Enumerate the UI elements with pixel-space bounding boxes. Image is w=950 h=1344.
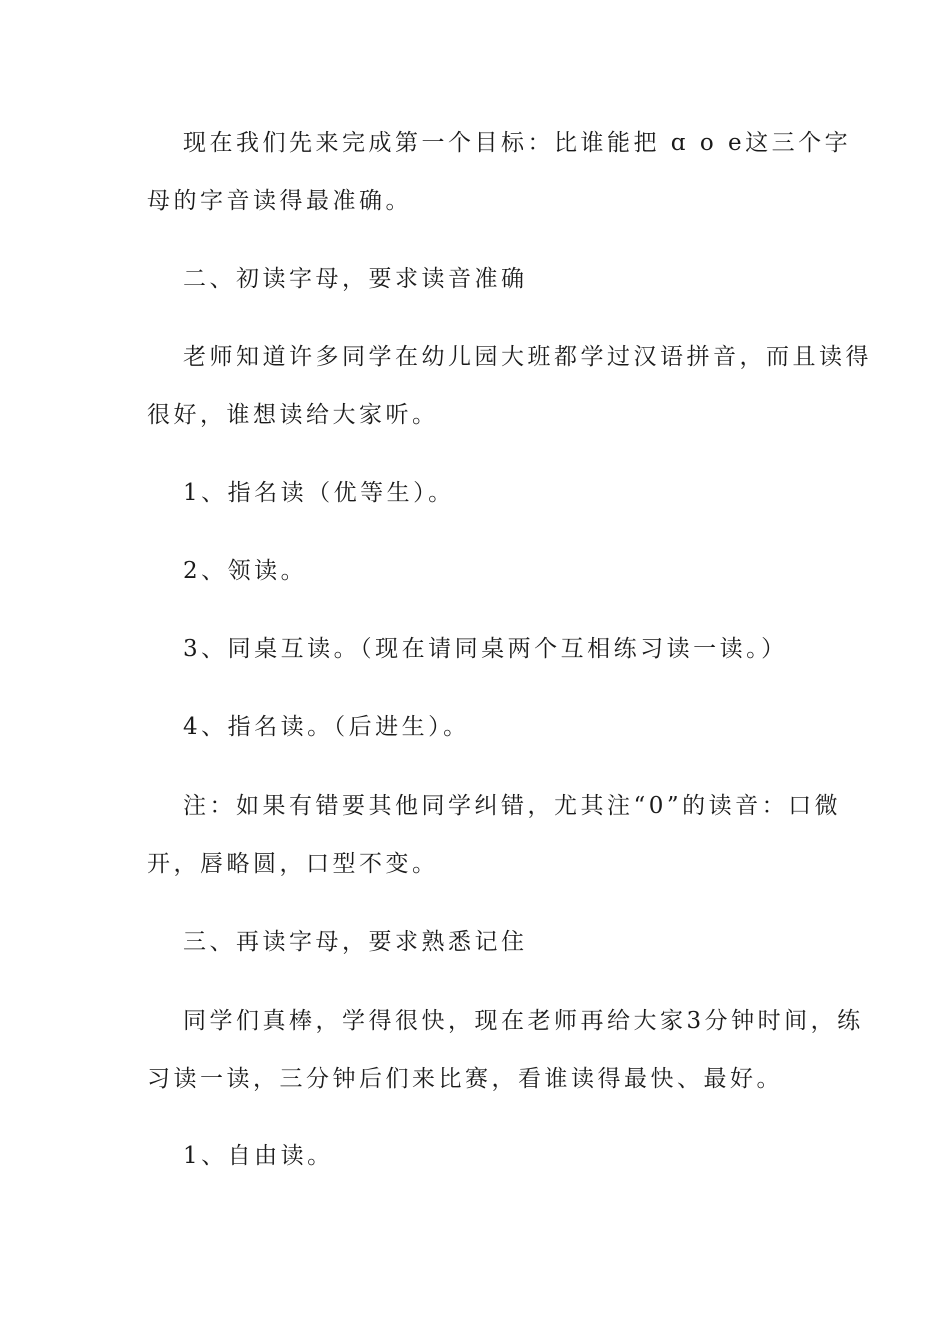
list-item-2-lead-reading: 2、领读。 (183, 558, 308, 584)
paragraph-first-goal-line-1: 现在我们先来完成第一个目标：比谁能把 ɑ o e这三个字 (183, 130, 852, 156)
paragraph-students-great-line-2: 习读一读，三分钟后们来比赛，看谁读得最快、最好。 (147, 1066, 783, 1092)
note-paragraph-line-2: 开，唇略圆，口型不变。 (147, 851, 439, 877)
note-paragraph-line-1: 注：如果有错要其他同学纠错，尤其注“0”的读音：口微 (183, 793, 842, 819)
list-item-1-free-reading: 1、自由读。 (183, 1143, 334, 1169)
paragraph-teacher-knows-line-2: 很好，谁想读给大家听。 (147, 402, 439, 428)
list-item-4-named-reading: 4、指名读。（后进生）。 (183, 714, 470, 740)
paragraph-first-goal-line-2: 母的字音读得最准确。 (147, 188, 412, 214)
paragraph-teacher-knows-line-1: 老师知道许多同学在幼儿园大班都学过汉语拼音，而且读得 (183, 344, 872, 370)
list-item-3-desk-mate-reading: 3、同桌互读。（现在请同桌两个互相练习读一读。） (183, 636, 788, 662)
list-item-1-named-reading: 1、指名读（优等生）。 (183, 480, 455, 506)
paragraph-students-great-line-1: 同学们真棒，学得很快，现在老师再给大家3分钟时间，练 (183, 1008, 864, 1034)
section-heading-first-reading: 二、初读字母，要求读音准确 (183, 266, 528, 292)
section-heading-reread: 三、再读字母，要求熟悉记住 (183, 929, 528, 955)
